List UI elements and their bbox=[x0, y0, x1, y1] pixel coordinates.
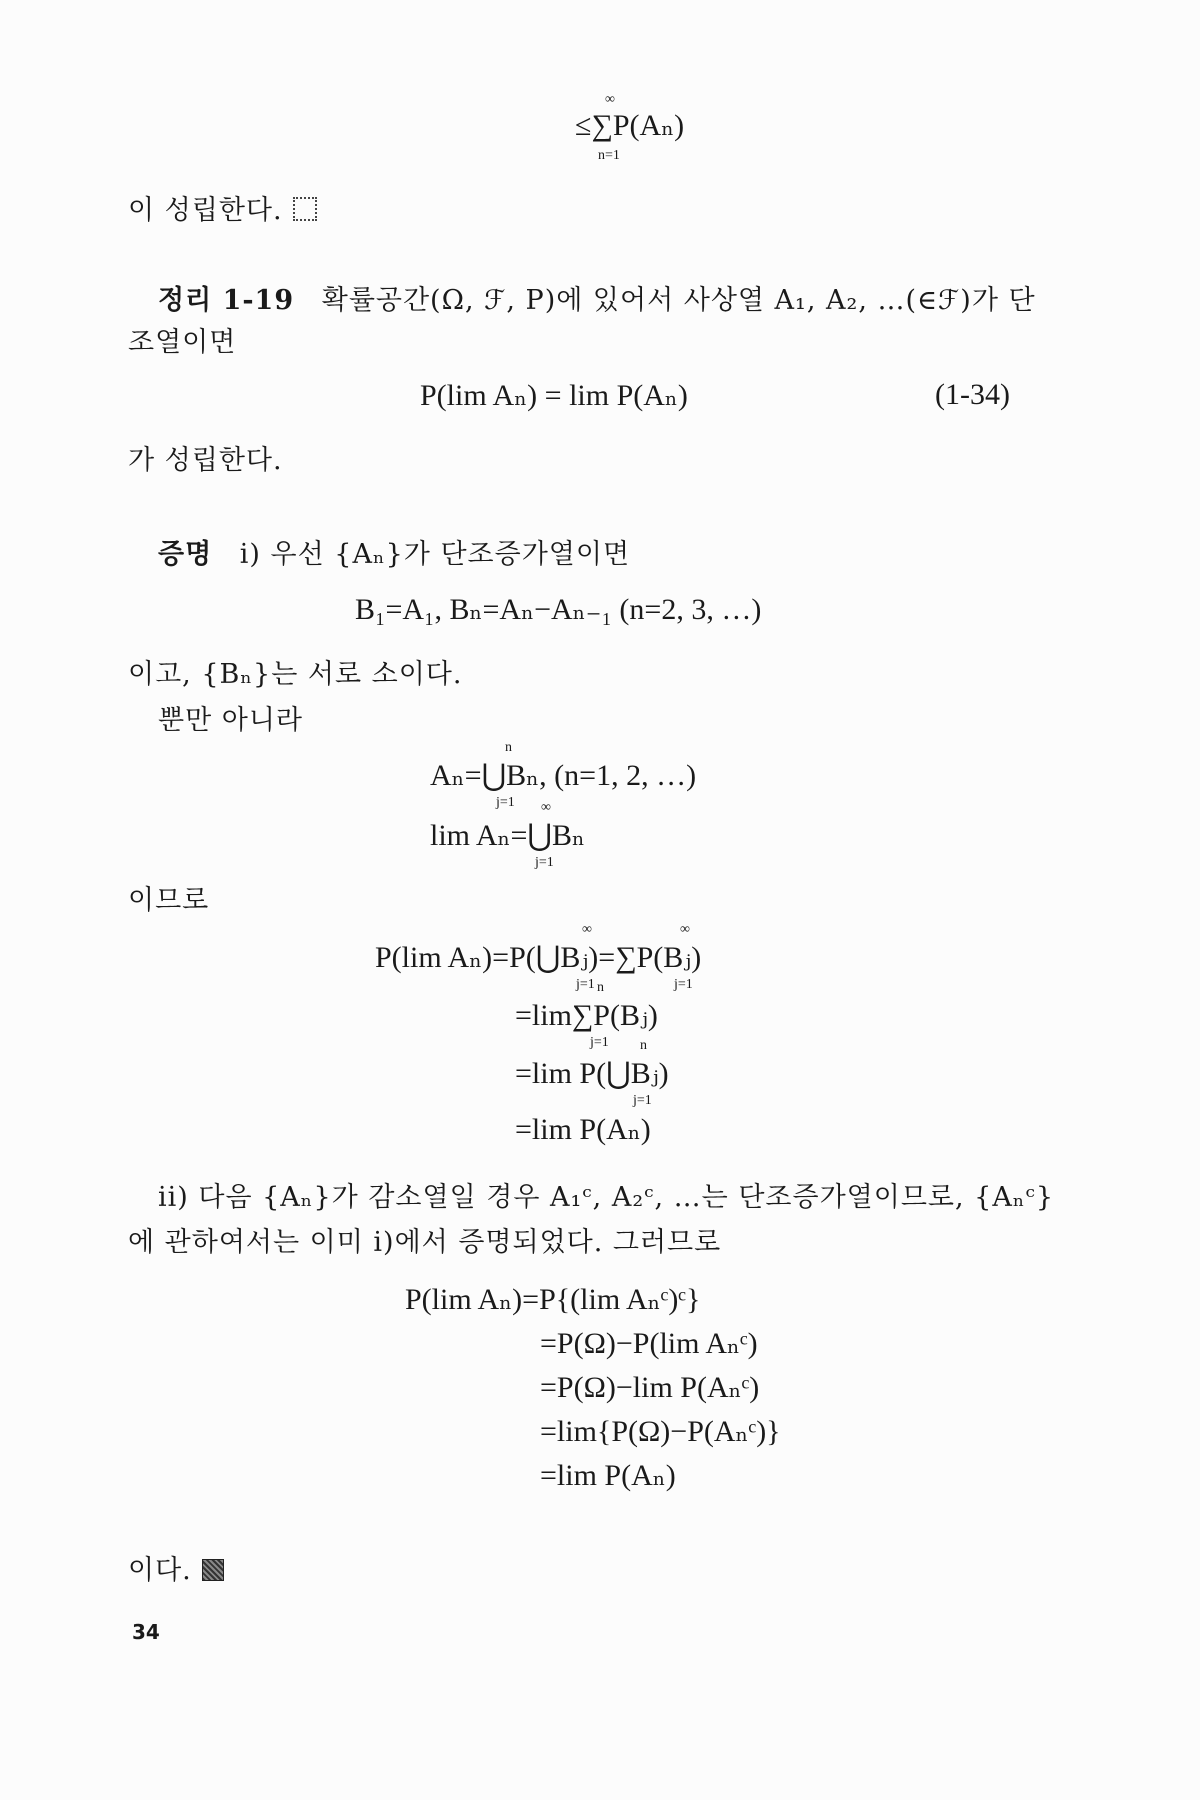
union-superscript: n bbox=[640, 1038, 647, 1053]
union-subscript: j=1 bbox=[535, 855, 554, 870]
equation-union-n: Aₙ=⋃Bₙ, (n=1, 2, …) bbox=[430, 759, 697, 792]
page-number: 34 bbox=[132, 1620, 160, 1644]
union-superscript: ∞ bbox=[582, 922, 592, 937]
proof-label: 증명 bbox=[158, 539, 213, 570]
theorem-statement bbox=[158, 278, 1036, 317]
union-superscript: n bbox=[505, 740, 512, 755]
equation-complement-3: =P(Ω)−lim P(Aₙᶜ) bbox=[540, 1371, 760, 1404]
proof-text: i) 우선 {Aₙ}가 단조증가열이면 bbox=[239, 539, 631, 570]
sum-subscript: j=1 bbox=[674, 977, 693, 992]
union-subscript: j=1 bbox=[633, 1093, 652, 1108]
equation-tag: (1-34) bbox=[935, 378, 1010, 411]
text-line: 이므로 bbox=[128, 885, 210, 916]
equation-text: ≤∑P(Aₙ) bbox=[575, 109, 685, 142]
equation-chain-1: P(lim Aₙ)=P(⋃Bⱼ)=∑P(Bⱼ) bbox=[375, 941, 702, 974]
text-line: 가 성립한다. bbox=[128, 445, 283, 476]
text-span: 이 성립한다. bbox=[128, 195, 283, 226]
sum-superscript: n bbox=[597, 980, 604, 995]
text-span: 이다. bbox=[128, 1555, 192, 1586]
sum-superscript: ∞ bbox=[605, 92, 615, 107]
text-line: 조열이면 bbox=[128, 327, 237, 358]
equation-complement-2: =P(Ω)−P(lim Aₙᶜ) bbox=[540, 1327, 758, 1360]
equation-1-34: P(lim Aₙ) = lim P(Aₙ) bbox=[420, 379, 688, 412]
theorem-label: 정리 1-19 bbox=[158, 285, 295, 316]
theorem-text: 확률공간(Ω, ℱ, P)에 있어서 사상열 A₁, A₂, …(∈ℱ)가 단 bbox=[321, 285, 1036, 316]
sum-subscript: n=1 bbox=[598, 148, 620, 163]
text-line bbox=[128, 1548, 224, 1587]
equation-chain-4: =lim P(Aₙ) bbox=[515, 1113, 651, 1146]
proof-line bbox=[158, 532, 630, 571]
qed-filled-icon bbox=[202, 1559, 224, 1581]
qed-open-icon bbox=[293, 197, 317, 221]
union-subscript: j=1 bbox=[496, 795, 515, 810]
union-superscript: ∞ bbox=[541, 800, 551, 815]
text-line bbox=[128, 188, 317, 227]
sum-superscript: ∞ bbox=[680, 922, 690, 937]
equation-b-definition: B₁=A₁, Bₙ=Aₙ−Aₙ₋₁ (n=2, 3, …) bbox=[355, 593, 762, 626]
equation-chain-3: =lim P(⋃Bⱼ) bbox=[515, 1057, 669, 1090]
text-line: 뿐만 아니라 bbox=[158, 705, 303, 736]
union-subscript: j=1 bbox=[576, 977, 595, 992]
equation-union-inf: lim Aₙ=⋃Bₙ bbox=[430, 819, 586, 852]
sum-subscript: j=1 bbox=[590, 1035, 609, 1050]
text-line: 이고, {Bₙ}는 서로 소이다. bbox=[128, 659, 463, 690]
text-line: ii) 다음 {Aₙ}가 감소열일 경우 A₁ᶜ, A₂ᶜ, …는 단조증가열이므로, {Aₙᶜ} bbox=[158, 1182, 1055, 1213]
equation-chain-2: =lim∑P(Bⱼ) bbox=[515, 999, 658, 1032]
text-line: 에 관하여서는 이미 i)에서 증명되었다. 그러므로 bbox=[128, 1227, 722, 1258]
equation-sum-bound bbox=[575, 108, 684, 143]
equation-complement-4: =lim{P(Ω)−P(Aₙᶜ)} bbox=[540, 1415, 781, 1448]
equation-complement-1: P(lim Aₙ)=P{(lim Aₙᶜ)ᶜ} bbox=[405, 1283, 701, 1316]
equation-complement-5: =lim P(Aₙ) bbox=[540, 1459, 676, 1492]
